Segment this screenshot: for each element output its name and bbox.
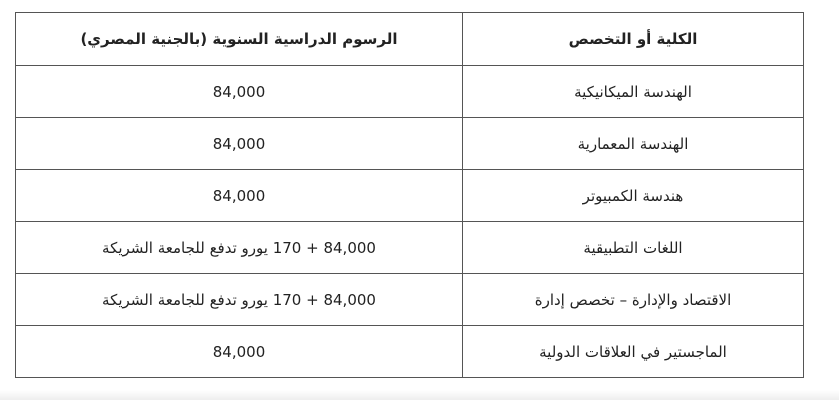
table-row [16, 118, 804, 170]
faculty-cell: الماجستير في العلاقات الدولية [463, 326, 804, 378]
table-row [16, 170, 804, 222]
faculty-cell: الاقتصاد والإدارة – تخصص إدارة [463, 274, 804, 326]
table-row [16, 66, 804, 118]
fee-cell: 84,000 + 170 يورو تدفع للجامعة الشريكة [16, 222, 463, 274]
fee-cell: 84,000 + 170 يورو تدفع للجامعة الشريكة [16, 274, 463, 326]
fee-cell: 84,000 [16, 118, 463, 170]
fee-cell: 84,000 [16, 326, 463, 378]
fee-cell: 84,000 [16, 170, 463, 222]
table-row [16, 326, 804, 378]
faculty-cell: الهندسة المعمارية [463, 118, 804, 170]
faculty-cell: هندسة الكمبيوتر [463, 170, 804, 222]
header-faculty: الكلية أو التخصص [463, 13, 804, 66]
table-row [16, 222, 804, 274]
table-row [16, 274, 804, 326]
faculty-cell: الهندسة الميكانيكية [463, 66, 804, 118]
faculty-cell: اللغات التطبيقية [463, 222, 804, 274]
header-annual-fee: الرسوم الدراسية السنوية (بالجنية المصري) [16, 13, 463, 66]
fee-cell: 84,000 [16, 66, 463, 118]
tuition-fees-table [15, 12, 804, 378]
table-header-row [16, 13, 804, 66]
page-bottom-edge [0, 390, 839, 400]
